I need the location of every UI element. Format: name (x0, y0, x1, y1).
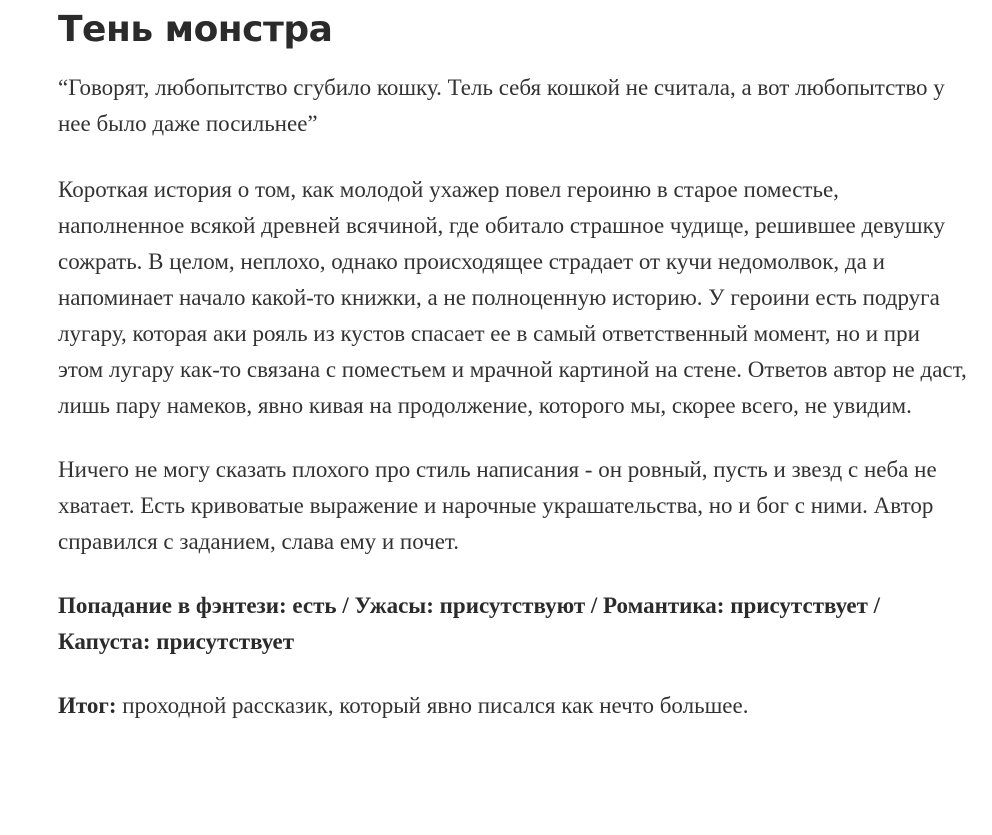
epigraph: “Говорят, любопытство сгубило кошку. Тель себя кошкой не считала, а вот любопытство у нее было даже посильнее” (58, 75, 945, 136)
summary-label: Итог: (58, 693, 117, 718)
article (58, 6, 970, 724)
review-paragraph-2: Ничего не могу сказать плохого про стиль написания - он ровный, пусть и звезд с неба не хватает. Есть кривоватые выражение и нарочные украшательства, но и бог с ними. Автор справился с заданием, слава ему и почет. (58, 457, 937, 554)
genre-tags: Попадание в фэнтези: есть / Ужасы: присутствуют / Романтика: присутствует / Капуста: присутствует (58, 593, 881, 654)
summary-text: проходной рассказик, который явно писался как нечто большее. (116, 693, 749, 718)
article-title: Тень монстра (58, 9, 333, 50)
summary (58, 688, 970, 724)
review-paragraph-1: Короткая история о том, как молодой ухажер повел героиню в старое поместье, наполненное всякой древней всячиной, где обитало страшное чудище, решившее девушку сожрать. В целом, неплохо, однако происходящее страдает от кучи недомолвок, да и напоминает начало какой-то книжки, а не полноценную историю. У героини есть подруга лугару, которая аки рояль из кустов спасает ее в самый ответственный момент, но и при этом лугару как-то связана с поместьем и мрачной картиной на стене. Ответов автор не даст, лишь пару намеков, явно кивая на продолжение, которого мы, скорее всего, не увидим. (58, 177, 967, 418)
